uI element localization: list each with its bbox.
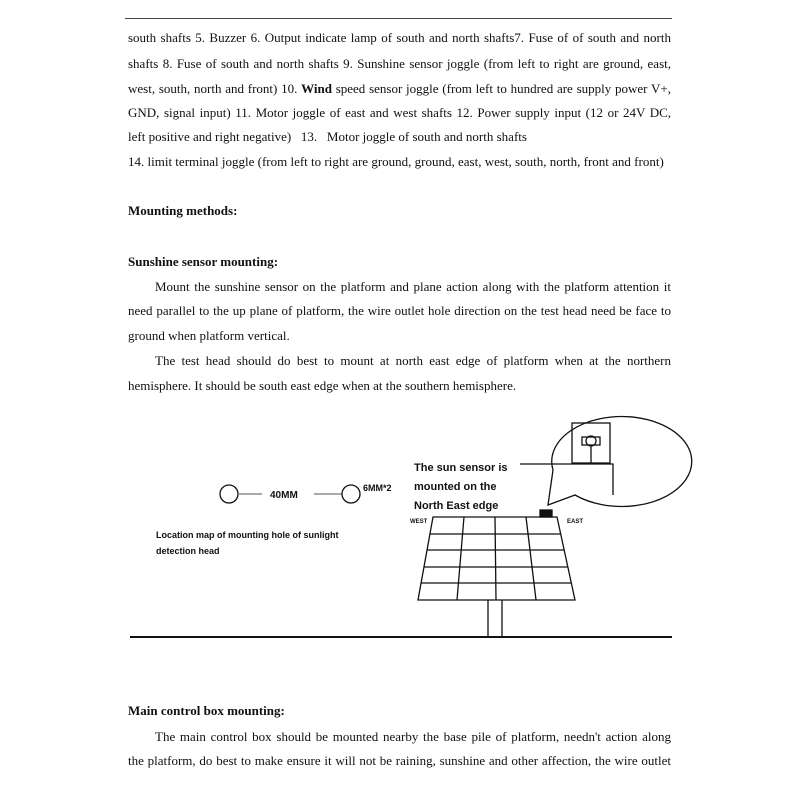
heading-mounting-methods: Mounting methods: bbox=[128, 203, 238, 218]
intro-line-1: south shafts 5. Buzzer 6. Output indicate lamp of south and north shafts7. Fuse of of south and north bbox=[128, 30, 671, 45]
solar-panel bbox=[418, 510, 575, 600]
caption-line-2: detection head bbox=[156, 546, 220, 556]
wind-bold: Wind bbox=[301, 81, 332, 96]
intro-line-6: 14. limit terminal joggle (from left to right are ground, ground, east, west, south, north, front and front) bbox=[128, 154, 664, 169]
sunshine-para1-line2: need parallel to the up plane of platform, the wire outlet hole direction on the test head need be face to bbox=[128, 303, 671, 318]
heading-control-box: Main control box mounting: bbox=[128, 703, 285, 718]
sunshine-para2-line2: hemisphere. It should be south east edge when at the southern hemisphere. bbox=[128, 378, 517, 393]
intro-line-3-start: west, south, north and front) 10. bbox=[128, 81, 302, 96]
caption-line-1: Location map of mounting hole of sunlight bbox=[156, 530, 339, 540]
intro-line-3-rest: speed sensor joggle (from left to hundred are supply power V+, bbox=[331, 81, 671, 96]
control-box-line2: the platform, do best to make ensure it will not be raining, sunshine and other affection, the wire outlet bbox=[128, 753, 671, 768]
sunshine-para1-line3: ground when platform vertical. bbox=[128, 328, 290, 343]
heading-sunshine-sensor: Sunshine sensor mounting: bbox=[128, 254, 279, 269]
intro-line-5: left positive and right negative) 13. Motor joggle of south and north shafts bbox=[128, 129, 527, 144]
mounting-hole-right bbox=[342, 485, 360, 503]
callout-line-1: The sun sensor is bbox=[414, 462, 508, 474]
intro-line-2: shafts 8. Fuse of south and north shafts 9. Sunshine sensor joggle (from left to right are ground, east, bbox=[128, 56, 671, 71]
west-label: WEST bbox=[410, 519, 428, 525]
sunshine-para2-line1: The test head should do best to mount at north east edge of platform when at the northern bbox=[155, 353, 671, 368]
intro-line-4: GND, signal input) 11. Motor joggle of east and west shafts 12. Power supply input (12 or 24V DC, bbox=[128, 105, 671, 120]
mounting-hole-left bbox=[220, 485, 238, 503]
callout-line-2: mounted on the bbox=[414, 481, 497, 493]
distance-label: 40MM bbox=[270, 490, 298, 501]
hole-size-label: 6MM*2 bbox=[363, 483, 392, 493]
callout-balloon bbox=[520, 417, 692, 507]
control-box-line1: The main control box should be mounted nearby the base pile of platform, needn't action along bbox=[155, 729, 671, 744]
sunshine-para1-line1: Mount the sunshine sensor on the platform and plane action along with the platform attention it bbox=[155, 279, 671, 294]
callout-line-3: North East edge bbox=[414, 500, 499, 512]
panel-pole bbox=[488, 600, 502, 637]
east-label: EAST bbox=[567, 519, 584, 525]
